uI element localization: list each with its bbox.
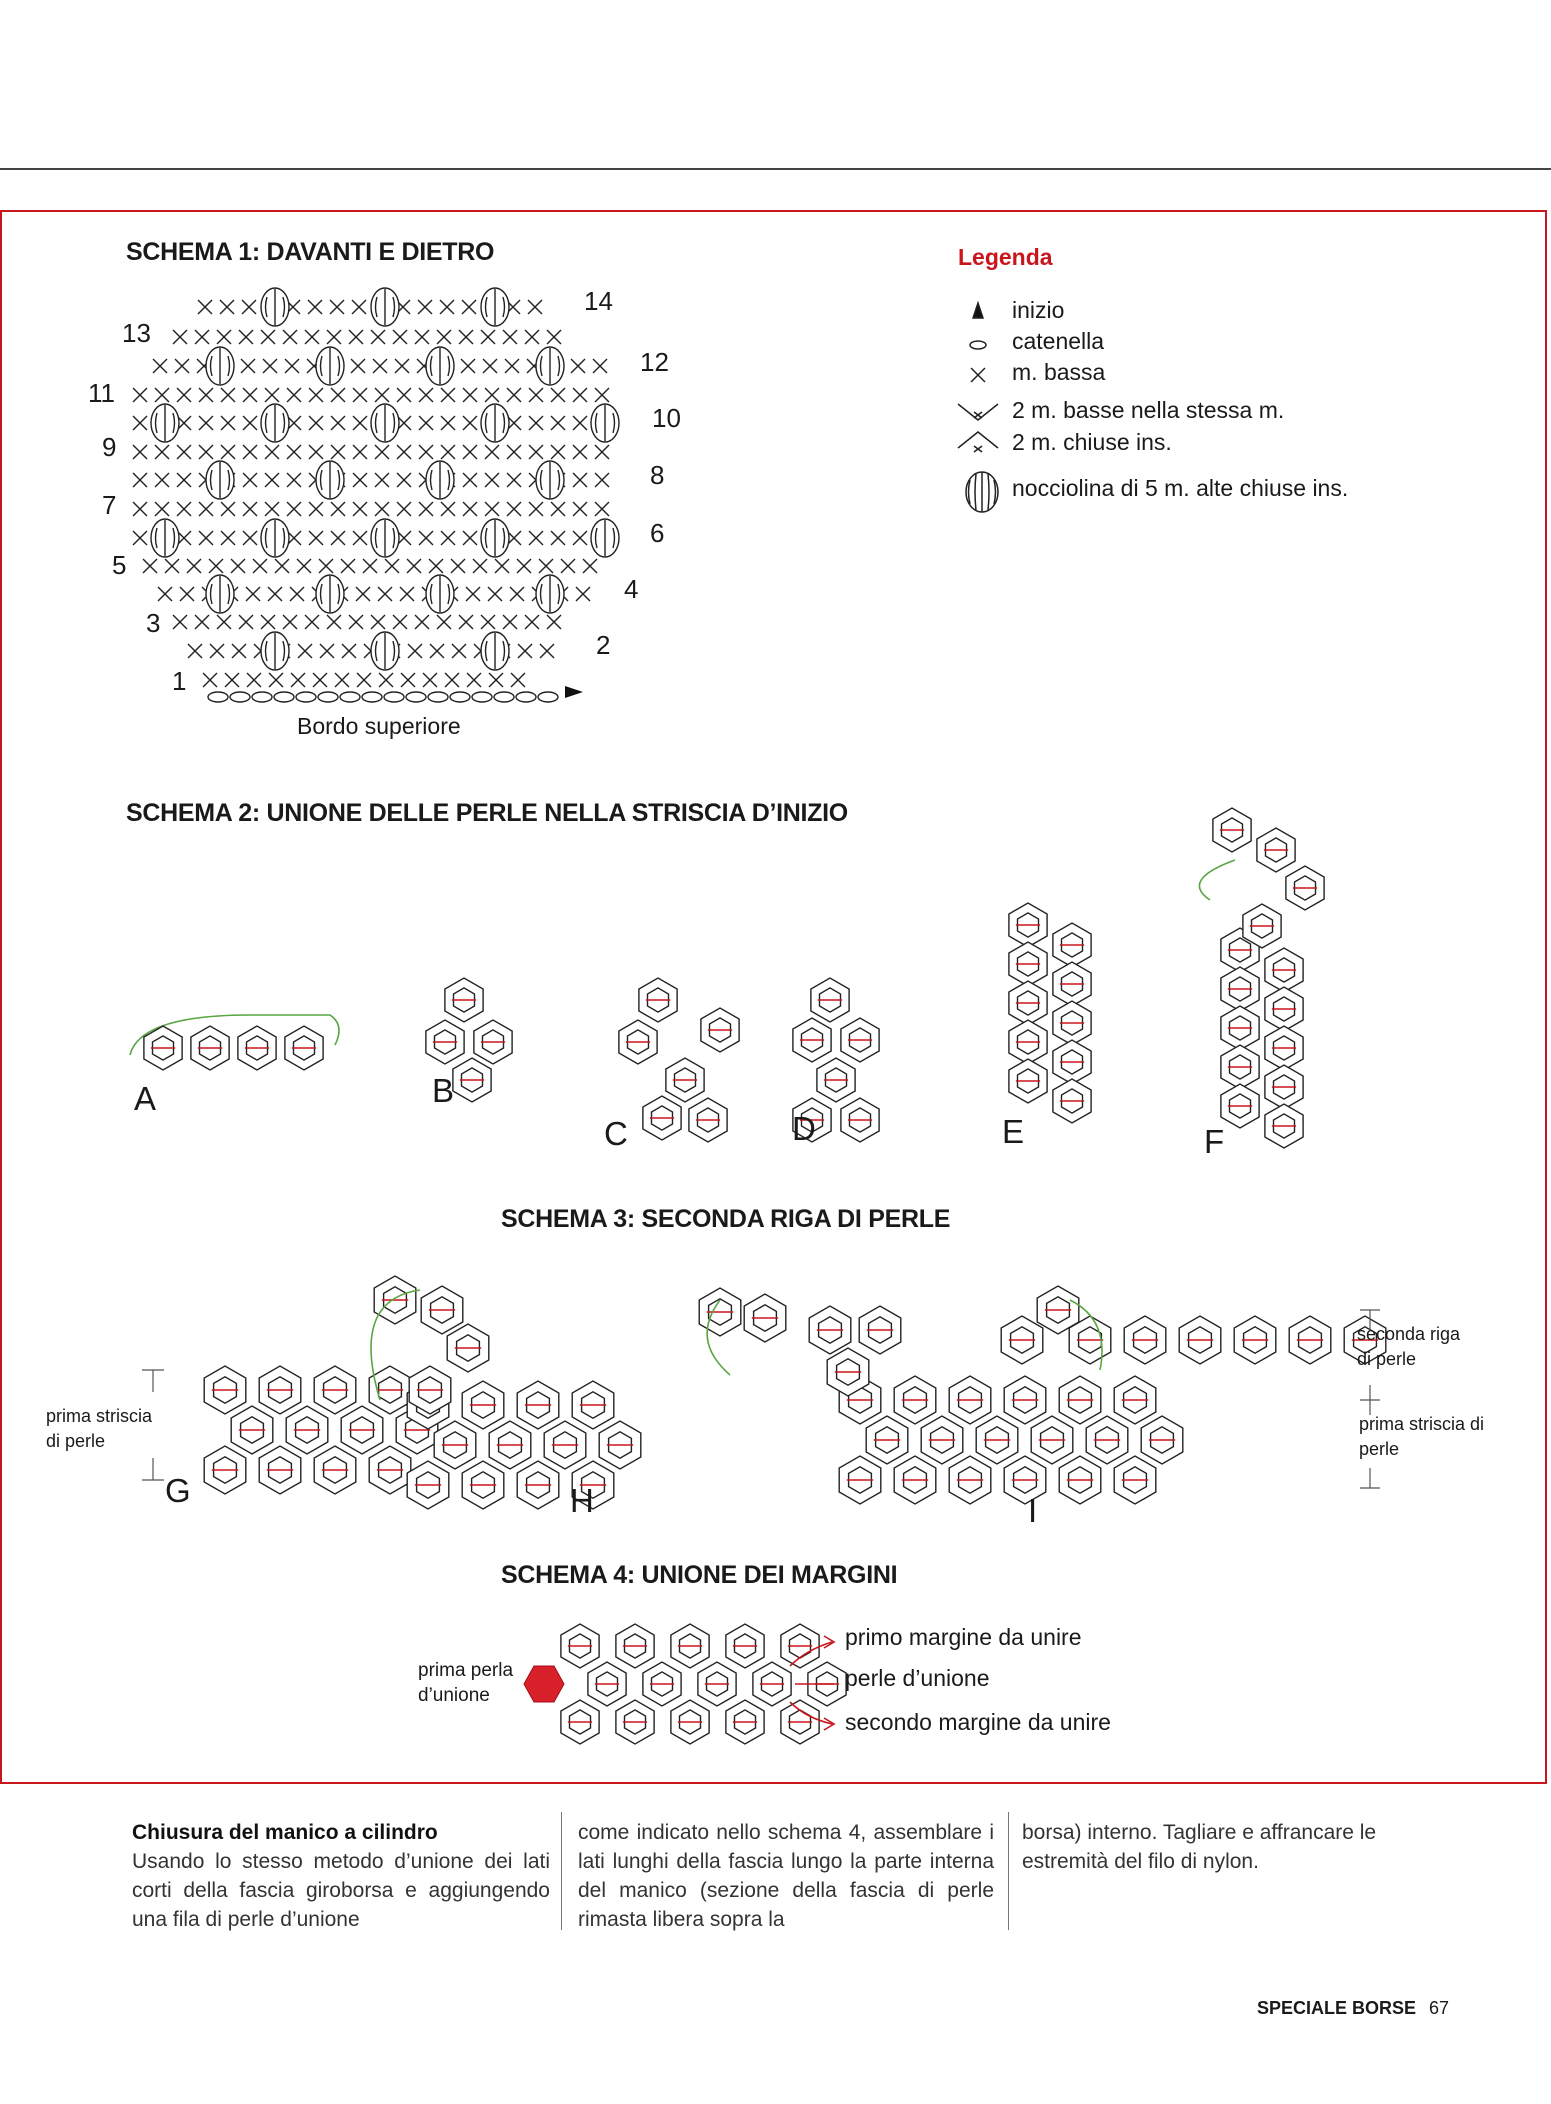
label-first-join-bead: prima perla d’unione	[418, 1660, 514, 1706]
legend-item: 2 m. chiuse ins.	[1012, 429, 1172, 455]
article-col-3: borsa) interno. Tagliare e affrancare le estremità del filo di nylon.	[1022, 1821, 1377, 1873]
row-number: 11	[88, 378, 115, 408]
schema4-title: SCHEMA 4: UNIONE DEI MARGINI	[501, 1561, 898, 1589]
article-col-2: come indicato nello schema 4, assemblare i lati lunghi della fascia lungo la parte interna del manico (sezione della fascia di perle rimasta libera sopra la	[578, 1821, 994, 1931]
article-text: Usando lo stesso metodo d’unione dei lati corti della fascia giroborsa e aggiungendo una fila di perle d’unione	[132, 1850, 550, 1931]
article-col-1	[132, 1818, 550, 1934]
row-number: 3	[146, 608, 161, 638]
row-number: 7	[102, 490, 117, 520]
step-label-h: H	[570, 1482, 594, 1519]
row-number: 13	[122, 318, 151, 348]
schema1-title: SCHEMA 1: DAVANTI E DIETRO	[126, 238, 495, 266]
row-number: 9	[102, 432, 117, 462]
row-number: 5	[112, 550, 127, 580]
step-label-g: G	[165, 1472, 191, 1509]
label-second-edge: secondo margine da unire	[845, 1709, 1111, 1735]
legend-item: inizio	[1012, 297, 1065, 323]
label-join-beads: perle d’unione	[845, 1665, 990, 1691]
first-join-bead-icon	[524, 1666, 564, 1702]
legend-item: m. bassa	[1012, 359, 1106, 385]
legend-item: 2 m. basse nella stessa m.	[1012, 397, 1285, 423]
column-divider	[561, 1812, 562, 1930]
label-first-strip: prima striscia di perle	[46, 1406, 153, 1451]
legend-item: nocciolina di 5 m. alte chiuse ins.	[1012, 475, 1349, 501]
column-divider	[1008, 1812, 1009, 1930]
row-number: 6	[650, 518, 665, 548]
row-number: 10	[652, 403, 681, 433]
step-label-a: A	[134, 1080, 157, 1117]
label-first-strip-right: prima striscia di perle	[1359, 1414, 1485, 1459]
step-label-d: D	[792, 1110, 816, 1147]
row-number: 1	[172, 666, 187, 696]
schema3-title: SCHEMA 3: SECONDA RIGA DI PERLE	[501, 1205, 951, 1233]
step-label-c: C	[604, 1115, 628, 1152]
row-number: 14	[584, 286, 613, 316]
step-label-e: E	[1002, 1113, 1025, 1150]
step-label-i: I	[1028, 1492, 1038, 1529]
row-number: 12	[640, 347, 669, 377]
row-number: 4	[624, 574, 639, 604]
schema1-bottom-label: Bordo superiore	[297, 713, 461, 739]
row-number: 8	[650, 460, 665, 490]
step-label-f: F	[1204, 1123, 1225, 1160]
legend-title: Legenda	[958, 244, 1053, 270]
page-footer	[1257, 1998, 1449, 2019]
page-number: 67	[1429, 1998, 1450, 2018]
row-number: 2	[596, 630, 611, 660]
article-heading: Chiusura del manico a cilindro	[132, 1821, 438, 1844]
step-label-b: B	[432, 1072, 455, 1109]
footer-section: SPECIALE BORSE	[1257, 1998, 1417, 2018]
label-second-row: seconda riga di perle	[1357, 1324, 1461, 1369]
label-first-edge: primo margine da unire	[845, 1624, 1082, 1650]
schema2-title: SCHEMA 2: UNIONE DELLE PERLE NELLA STRISCIA D’INIZIO	[126, 799, 848, 827]
legend-item: catenella	[1012, 328, 1105, 354]
